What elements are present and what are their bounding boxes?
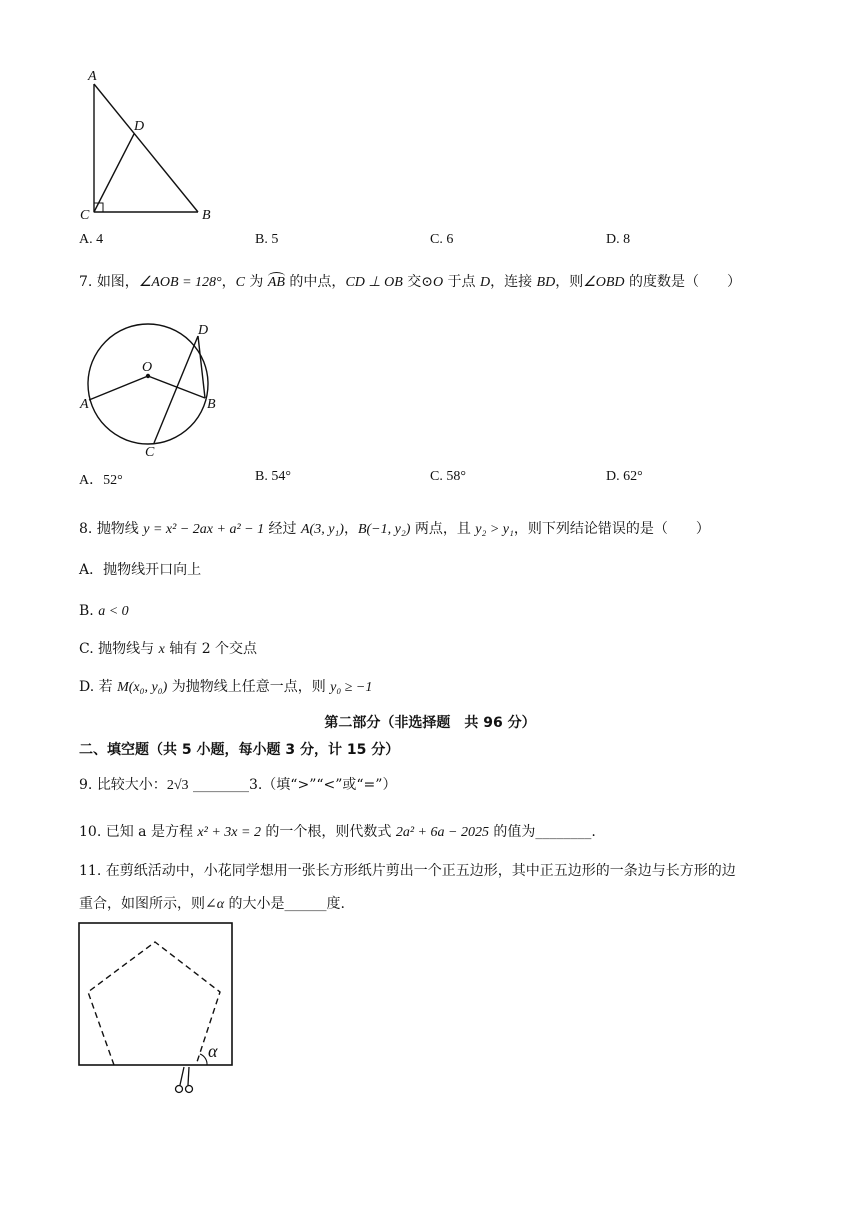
q7-circle-figure <box>76 316 226 462</box>
q11-blank: ______ <box>284 896 327 912</box>
q8-option-a: A．抛物线开口向上 <box>79 562 202 578</box>
q8-option-d: D. 若 M(x₀, y₀) 为抛物线上任意一点，则 y₀ ≥ −1 <box>79 679 373 695</box>
fig6-label-b: B <box>202 208 211 223</box>
q6-choice-b: B. 5 <box>255 232 279 247</box>
q9-expression: 2√3 <box>166 778 189 793</box>
fig7-label-a: A <box>80 397 89 412</box>
q6-triangle-figure <box>76 64 226 224</box>
q7-stem: 7. 如图，∠AOB = 128°，C 为 AB 的中点，CD ⊥ OB 交⊙O 于点 D，连接 BD，则∠OBD 的度数是（ ） <box>79 274 741 290</box>
q8-stem: 8. 抛物线 y = x² − 2ax + a² − 1 经过 A(3, y₁)，B(−1, y₂) 两点，且 y₂ > y₁，则下列结论错误的是（ ） <box>79 521 710 537</box>
q6-choice-d: D. 8 <box>606 232 631 247</box>
q10: 10. 已知 a 是方程 x² + 3x = 2 的一个根，则代数式 2a² + 6a − 2025 的值为________. <box>79 824 596 840</box>
q8-option-b: B. a < 0 <box>79 603 129 619</box>
fig7-label-b: B <box>207 397 216 412</box>
part2-title: 第二部分（非选择题 共 96 分） <box>324 715 536 731</box>
q9: 9. 比较大小：2√3 ________3.（填“>”“<”或“=”） <box>79 777 397 793</box>
q7-choice-b: B. 54° <box>255 469 291 484</box>
fig6-label-c: C <box>80 208 90 223</box>
q6-choice-a: A. 4 <box>79 232 104 247</box>
q8-option-c: C. 抛物线与 x 轴有 2 个交点 <box>79 641 258 657</box>
q11-line1: 11. 在剪纸活动中，小花同学想用一张长方形纸片剪出一个正五边形，其中正五边形的一条边与长方形的边 <box>79 863 736 879</box>
q7-choice-d: D. 62° <box>606 469 643 484</box>
fig6-label-d: D <box>134 119 145 134</box>
q10-blank: ________ <box>535 824 592 840</box>
fig7-label-o: O <box>142 360 153 375</box>
fig7-label-d: D <box>198 323 209 338</box>
q11-line2: 重合，如图所示，则∠α 的大小是______度. <box>79 896 345 912</box>
q7-choice-a: A．52° <box>79 473 123 488</box>
scissors-icon <box>176 1067 193 1093</box>
fig7-label-c: C <box>145 445 155 460</box>
arc-ab: AB <box>267 275 285 290</box>
fig11-label-alpha: α <box>208 1041 218 1061</box>
q7-choice-c: C. 58° <box>430 469 466 484</box>
section2-title: 二、填空题（共 5 小题，每小题 3 分，计 15 分） <box>79 742 400 758</box>
q11-pentagon-figure <box>76 920 238 1100</box>
fig6-label-a: A <box>88 69 97 84</box>
q6-choice-c: C. 6 <box>430 232 454 247</box>
q9-blank: ________ <box>192 777 249 793</box>
